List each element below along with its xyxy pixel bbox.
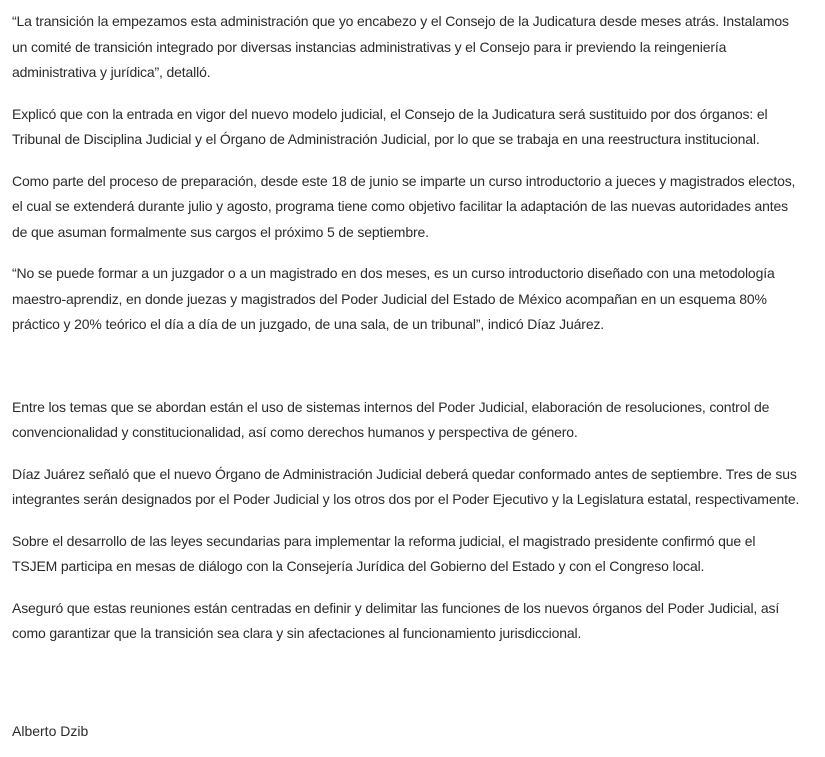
author-byline: Alberto Dzib	[12, 722, 89, 739]
article-paragraph: Díaz Juárez señaló que el nuevo Órgano de Administración Judicial deberá quedar conformado antes de septiembre. Tres de sus integrantes serán designados por el Poder Judicial y los otros dos por el Poder Ejecutivo y la Legislatura estatal, respectivamente.	[12, 465, 800, 507]
article-paragraph: “No se puede formar a un juzgador o a un magistrado en dos meses, es un curso introductorio diseñado con una metodología maestro-aprendiz, en donde juezas y magistrados del Poder Judicial del Estado de México acompañan en un esquema 80% práctico y 20% teórico el día a día de un juzgado, de una sala, de un tribunal”, indicó Díaz Juárez.	[12, 265, 775, 332]
article-paragraph: Como parte del proceso de preparación, desde este 18 de junio se imparte un curso introductorio a jueces y magistrados electos, el cual se extenderá durante julio y agosto, programa tiene como objetivo facilitar la adaptación de las nuevas autoridades antes de que asuman formalmente sus cargos el próximo 5 de septiembre.	[12, 172, 796, 240]
byline-gap	[12, 663, 802, 719]
article-body	[12, 9, 802, 744]
article-paragraph: Explicó que con la entrada en vigor del nuevo modelo judicial, el Consejo de la Judicatura será sustituido por dos órganos: el Tribunal de Disciplina Judicial y el Órgano de Administración Judicial, por lo que se trabaja en una reestructura institucional.	[12, 105, 768, 147]
article-paragraph: Sobre el desarrollo de las leyes secundarias para implementar la reforma judicial, el magistrado presidente confirmó que el TSJEM participa en mesas de diálogo con la Consejería Jurídica del Gobierno del Estado y con el Congreso local.	[12, 532, 756, 574]
paragraph-gap	[12, 354, 802, 395]
article-paragraph: “La transición la empezamos esta administración que yo encabezo y el Consejo de la Judicatura desde meses atrás. Instalamos un comité de transición integrado por diversas instancias administrativas y el Consejo para ir previendo la reingeniería administrativa y jurídica”, detalló.	[12, 13, 789, 80]
article-paragraph: Entre los temas que se abordan están el uso de sistemas internos del Poder Judicial, elaboración de resoluciones, control de convencionalidad y constitucionalidad, así como derechos humanos y perspectiva de género.	[12, 398, 770, 440]
article-paragraph: Aseguró que estas reuniones están centradas en definir y delimitar las funciones de los nuevos órganos del Poder Judicial, así como garantizar que la transición sea clara y sin afectaciones al funcionamiento jurisdiccional.	[12, 599, 780, 641]
